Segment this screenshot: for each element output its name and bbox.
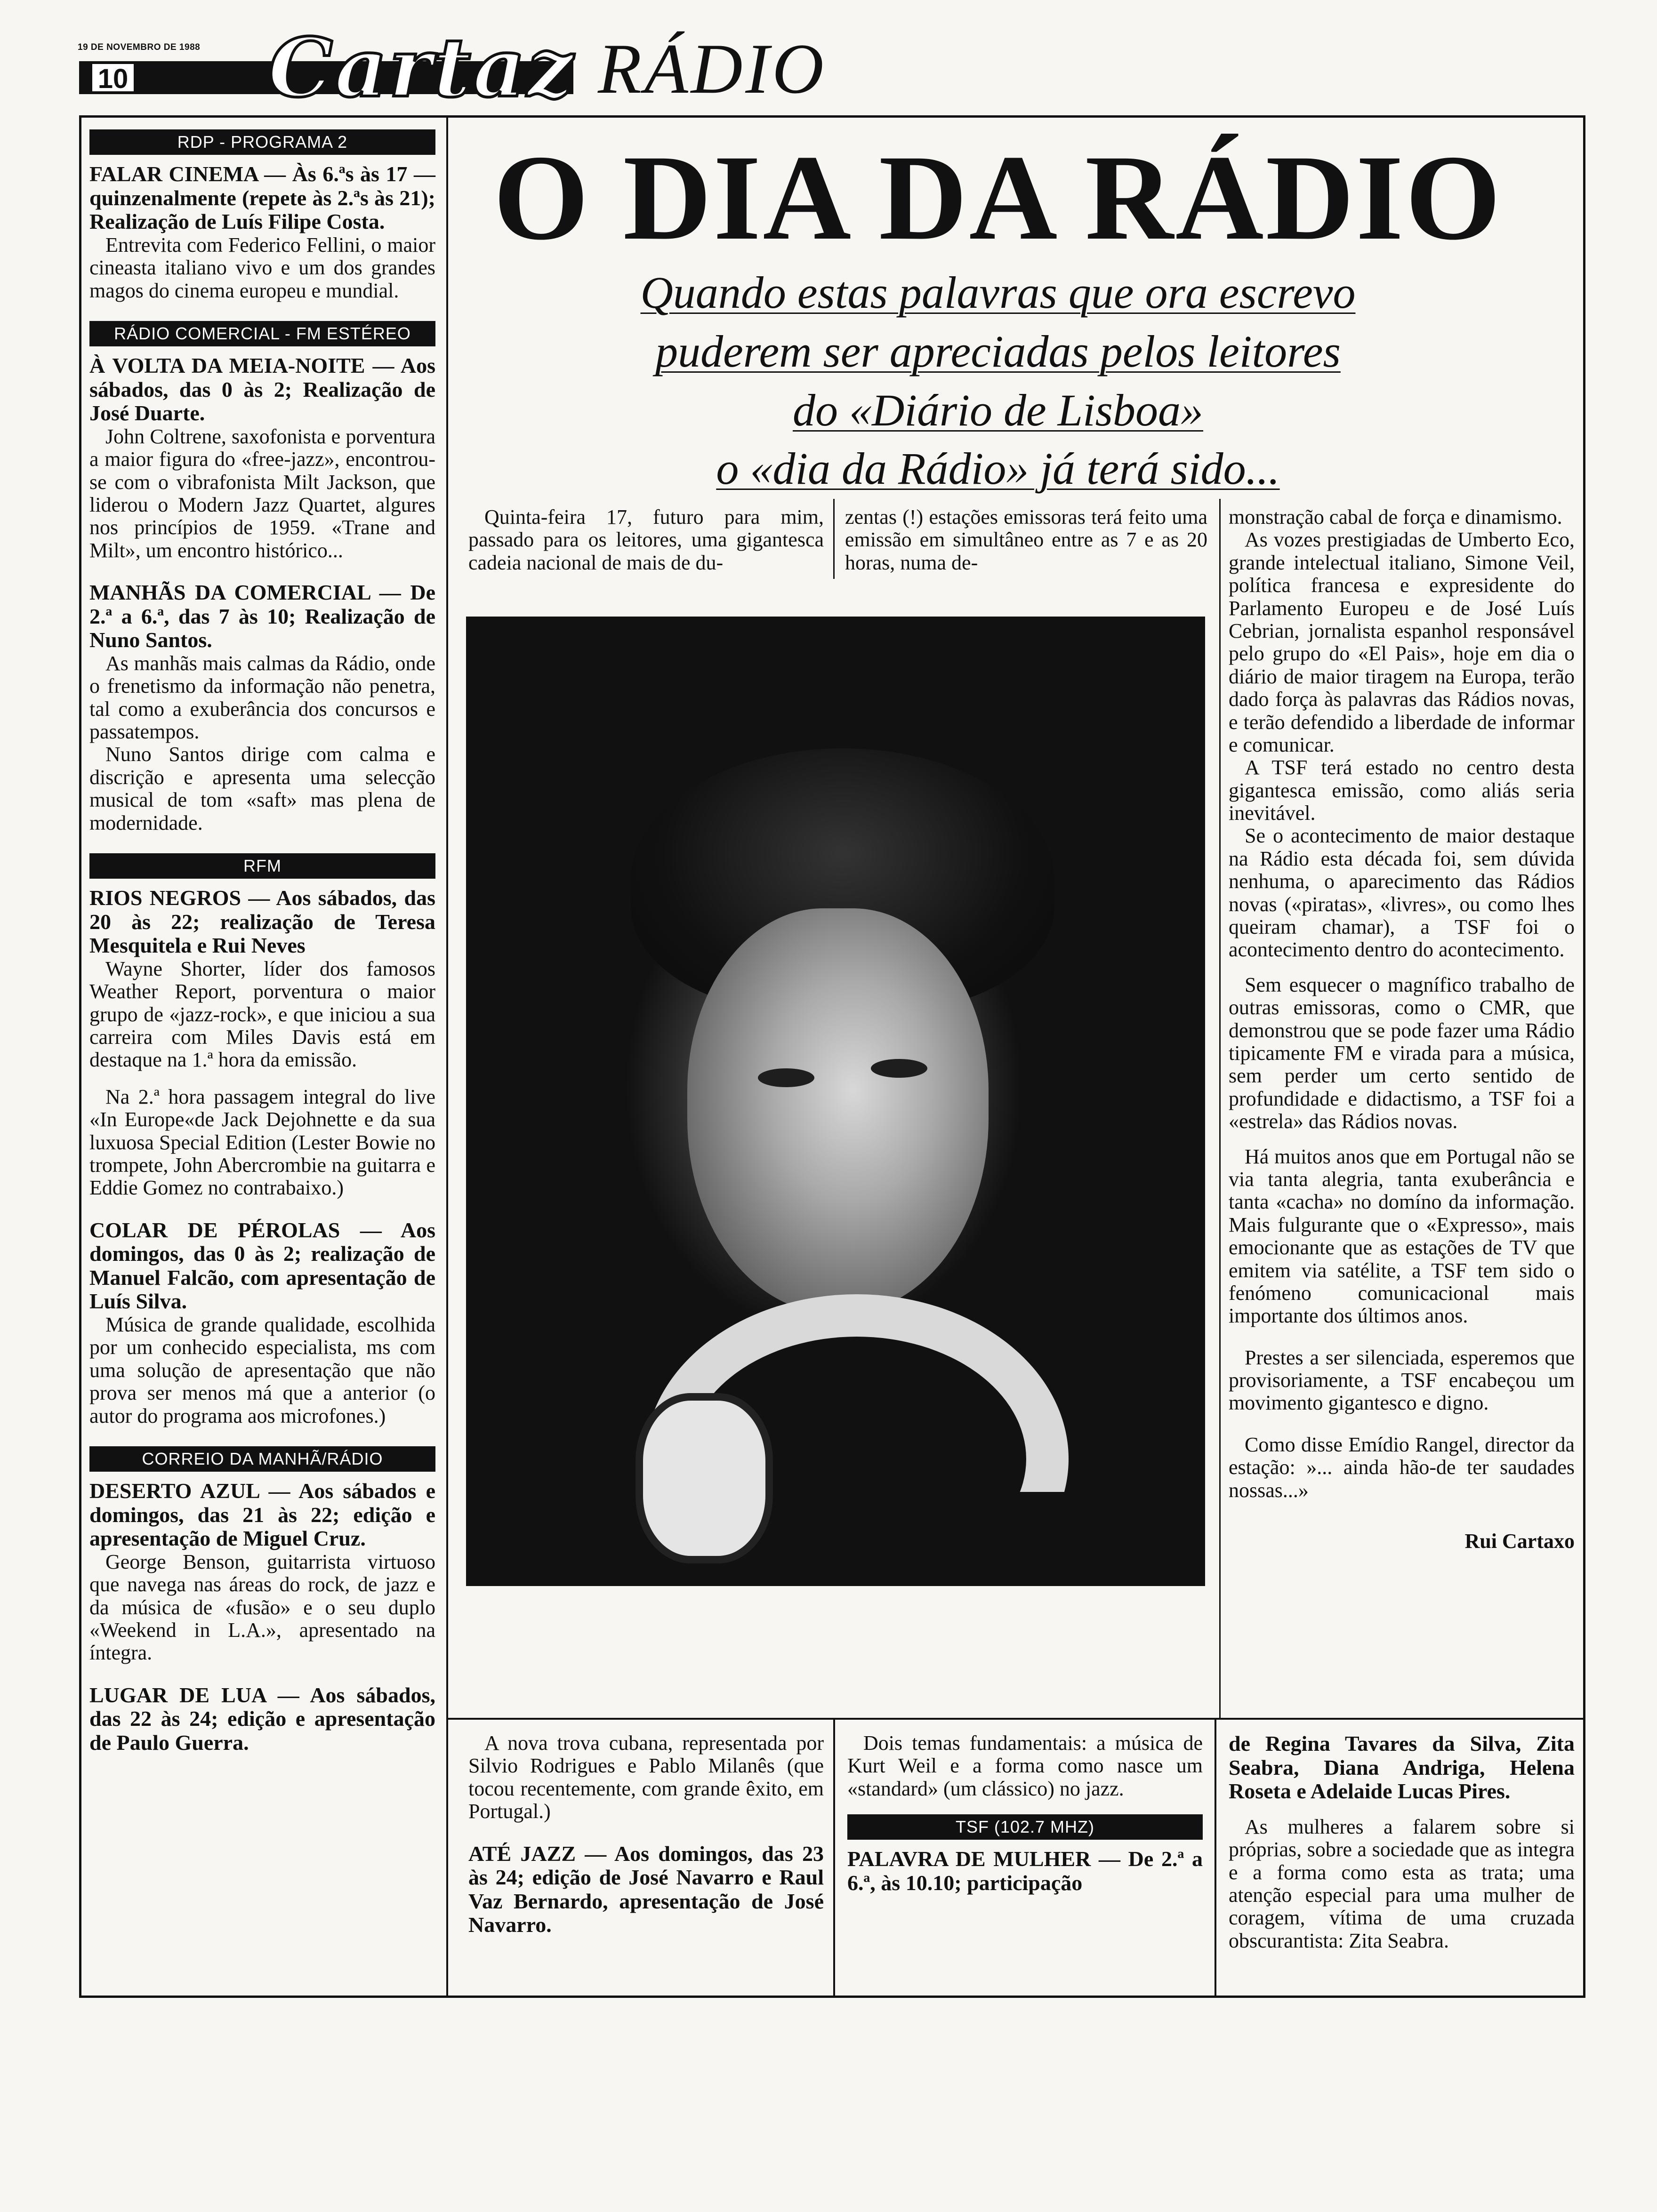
program-text: John Coltrene, saxofonista e porventura a maior figura do «free-jazz», encontrou-se com o vibrafonista Milt Jackson, que liderou o Modern Jazz Quartet, algures nos princípios de 1959. «Trane and Milt», um encontro histórico... <box>89 425 435 562</box>
photo-eye <box>758 1068 814 1087</box>
program-text: Wayne Shorter, líder dos famosos Weather Report, porventura o maior grupo de «jazz-rock», e que iniciou a sua carreira com Miles Davis está em destaque na 1.ª hora da emissão. <box>89 957 435 1072</box>
program-text: Nuno Santos dirige com calma e discrição e apresenta uma selecção musical de tom «saft» mas plena de modernidade. <box>89 743 435 834</box>
article-paragraph: A TSF terá estado no centro desta gigantesca emissão, como aliás seria inevitável. <box>1229 756 1575 825</box>
program-text: Na 2.ª hora passagem integral do live «In Europe«de Jack Dejohnette e da sua luxuosa Special Edition (Lester Bowie no trompete, John Abercrombie na guitarra e Eddie Gomez no contrabaixo.) <box>89 1085 435 1200</box>
article-paragraph: Sem esquecer o magnífico trabalho de outras emissoras, como o CMR, que demonstrou que se pode fazer uma Rádio tipicamente FM e virada para a música, sem perder um certo sentido de profundidade e didactismo, a TSF foi a «estrela» das Rádios novas. <box>1229 973 1575 1133</box>
program-head: FALAR CINEMA — Às 6.ªs às 17 — quinzenalmente (repete às 2.ªs às 21); Realização de Luís Filipe Costa. <box>89 162 435 234</box>
bottom-col-divider-1 <box>833 1718 835 1998</box>
program-text: As mulheres a falarem sobre si próprias, sobre a sociedade que as integra e a forma como esta as trata; uma atenção especial para uma mulher de coragem, vítima de uma cruzada obscurantista: Zita Seabra. <box>1229 1815 1575 1952</box>
headphone-cup <box>635 1393 773 1563</box>
station-bar-rdp: RDP - PROGRAMA 2 <box>89 129 435 155</box>
program-head: DESERTO AZUL — Aos sábados e domingos, das 21 às 22; edição e apresentação de Miguel Cruz. <box>89 1479 435 1551</box>
station-bar-comercial: RÁDIO COMERCIAL - FM ESTÉREO <box>89 321 435 346</box>
author-signature: Rui Cartaxo <box>1464 1530 1575 1553</box>
intro-col-divider <box>833 499 835 579</box>
deck-line: do «Diário de Lisboa» <box>792 385 1204 435</box>
bottom-col-3 <box>1229 1732 1575 1952</box>
program-head: LUGAR DE LUA — Aos sábados, das 22 às 24; edição e apresentação de Paulo Guerra. <box>89 1683 435 1755</box>
article-paragraph: As vozes prestigiadas de Umberto Eco, grande intelectual italiano, Simone Veil, política francesa e expresidente do Parlamento Europeu e de José Luís Cebrian, jornalista espanhol responsável pelo grupo do «El Pais», hoje em dia o diário de maior tiragem na Europa, terão dado força às palavras das Rádios novas, e terão defendido a liberdade de informar e comunicar. <box>1229 528 1575 756</box>
bottom-divider <box>446 1718 1585 1720</box>
program-text: George Benson, guitarrista virtuoso que navega nas áreas do rock, de jazz e da música de «fusão» e o seu duplo «Weekend in L.A.», apresentado na íntegra. <box>89 1550 435 1665</box>
article-right-col <box>1229 506 1575 1553</box>
section-title: RÁDIO <box>598 29 827 108</box>
program-head: ATÉ JAZZ — Aos domingos, das 23 às 24; edição de José Navarro e Raul Vaz Bernardo, apresentação de José Navarro. <box>468 1841 824 1937</box>
intro-text: zentas (!) estações emissoras terá feito uma emissão em simultâneo entre as 7 e as 20 horas, numa de- <box>845 505 1207 574</box>
deck-line: o «dia da Rádio» já terá sido... <box>716 443 1280 494</box>
issue-date: 19 DE NOVEMBRO DE 1988 <box>78 42 201 52</box>
page-number: 10 <box>90 62 136 93</box>
sidebar-divider <box>446 115 448 1998</box>
article-paragraph: Se o acontecimento de maior destaque na Rádio esta década foi, sem dúvida nenhuma, o aparecimento das Rádios novas («piratas», «livres», ou como lhes queiram chamar), a TSF foi o acontecimento dentro do acontecimento. <box>1229 824 1575 962</box>
right-col-divider <box>1219 499 1221 1718</box>
article-paragraph: Há muitos anos que em Portugal não se via tanta alegria, tanta exuberância e tanta «cacha» no domíno da informação. Mais fulgurante que o «Expresso», mais emocionante que as estações de TV que emitem via satélite, a TSF tem sido o fenómeno comunicacional mais importante dos últimos anos. <box>1229 1145 1575 1328</box>
program-head: À VOLTA DA MEIA-NOITE — Aos sábados, das 0 às 2; Realização de José Duarte. <box>89 353 435 425</box>
article-paragraph: monstração cabal de força e dinamismo. <box>1229 505 1562 529</box>
photo-face <box>687 908 989 1313</box>
program-text: Entrevita com Federico Fellini, o maior cineasta italiano vivo e um dos grandes magos do cinema europeu e mundial. <box>89 233 435 302</box>
program-text: Música de grande qualidade, escolhida por um conhecido especialista, ms com uma solução de apresentação que não prova ser menos má que a anterior (o autor do programa aos microfones.) <box>89 1313 435 1427</box>
intro-col-2 <box>845 506 1207 574</box>
intro-text: Quinta-feira 17, futuro para mim, passado para os leitores, uma gigantesca cadeia nacional de mais de du- <box>468 505 824 574</box>
program-head: PALAVRA DE MULHER — De 2.ª a 6.ª, às 10.10; participação <box>847 1847 1203 1895</box>
station-bar-correio: CORREIO DA MANHÃ/RÁDIO <box>89 1446 435 1472</box>
deck-line: puderem ser apreciadas pelos leitores <box>655 326 1341 377</box>
station-bar-tsf: TSF (102.7 MHZ) <box>847 1814 1203 1840</box>
program-head: MANHÃS DA COMERCIAL — De 2.ª a 6.ª, das 7 às 10; Realização de Nuno Santos. <box>89 580 435 652</box>
photo-man-with-headphones <box>466 617 1205 1586</box>
cartaz-logo: Cartaz <box>268 20 575 115</box>
deck-line: Quando estas palavras que ora escrevo <box>640 267 1356 318</box>
photo-eye <box>871 1059 927 1078</box>
station-bar-rfm: RFM <box>89 853 435 879</box>
bottom-col-2 <box>847 1732 1203 1895</box>
article-paragraph: Como disse Emídio Rangel, director da estação: »... ainda hão-de ter saudades nossas...» <box>1229 1433 1575 1502</box>
program-head: RIOS NEGROS — Aos sábados, das 20 às 22; realização de Teresa Mesquitela e Rui Neves <box>89 885 435 958</box>
program-text: A nova trova cubana, representada por Silvio Rodrigues e Pablo Milanês (que tocou recentemente, com grande êxito, em Portugal.) <box>468 1731 824 1823</box>
program-text: As manhãs mais calmas da Rádio, onde o frenetismo da informação não penetra, tal como a exuberância dos concursos e passatempos. <box>89 651 435 744</box>
program-head: COLAR DE PÉROLAS — Aos domingos, das 0 às 2; realização de Manuel Falcão, com apresentação de Luís Silva. <box>89 1218 435 1314</box>
article-headline: O DIA DA RÁDIO <box>493 130 1503 265</box>
bottom-col-divider-2 <box>1215 1718 1216 1998</box>
sidebar-listings <box>89 129 435 1755</box>
program-text: Dois temas fundamentais: a música de Kurt Weil e a forma como nasce um «standard» (um clássico) no jazz. <box>847 1731 1203 1800</box>
article-deck <box>508 264 1488 498</box>
intro-col-1 <box>468 506 824 574</box>
article-paragraph: Prestes a ser silenciada, esperemos que provisoriamente, a TSF encabeçou um movimento gigantesco e digno. <box>1229 1346 1575 1415</box>
program-head: de Regina Tavares da Silva, Zita Seabra, Diana Andriga, Helena Roseta e Adelaide Lucas Pires. <box>1229 1731 1575 1803</box>
bottom-col-1 <box>468 1732 824 1937</box>
